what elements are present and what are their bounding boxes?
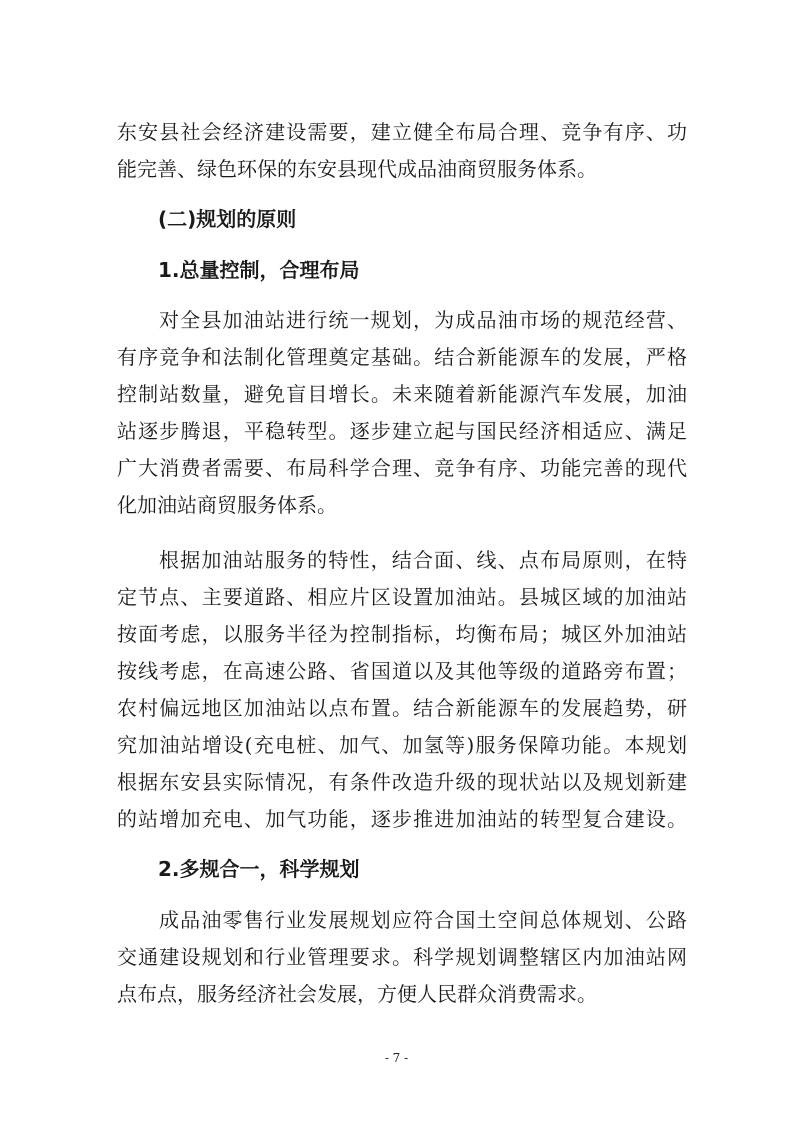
intro-line: 东安县社会经济建设需要，建立健全布局合理、竞争有序、功 [117, 120, 687, 144]
intro-line: 能完善、绿色环保的东安县现代成品油商贸服务体系。 [117, 157, 597, 181]
paragraph-line: 定节点、主要道路、相应片区设置加油站。县城区域的加油站 [117, 585, 687, 609]
paragraph-line: 对全县加油站进行统一规划，为成品油市场的规范经营、 [159, 308, 687, 332]
page-number: - 7 - [384, 1051, 409, 1065]
paragraph-line: 有序竞争和法制化管理奠定基础。结合新能源车的发展，严格 [117, 345, 687, 369]
subsection-2-heading: 2.多规合一，科学规划 [158, 857, 360, 881]
paragraph-line: 的站增加充电、加气功能，逐步推进加油站的转型复合建设。 [117, 807, 687, 831]
paragraph-line: 按线考虑，在高速公路、省国道以及其他等级的道路旁布置； [117, 659, 687, 683]
section-heading: (二)规划的原则 [158, 207, 297, 231]
paragraph-line: 广大消费者需要、布局科学合理、竞争有序、功能完善的现代 [117, 456, 687, 480]
paragraph-line: 究加油站增设(充电桩、加气、加氢等)服务保障功能。本规划 [117, 733, 687, 757]
paragraph-line: 交通建设规划和行业管理要求。科学规划调整辖区内加油站网 [117, 945, 687, 969]
paragraph-line: 根据加油站服务的特性，结合面、线、点布局原则，在特 [159, 548, 687, 572]
paragraph-line: 点布点，服务经济社会发展，方便人民群众消费需求。 [117, 982, 597, 1006]
paragraph-line: 控制站数量，避免盲目增长。未来随着新能源汽车发展，加油 [117, 382, 687, 406]
paragraph-line: 站逐步腾退，平稳转型。逐步建立起与国民经济相适应、满足 [117, 419, 687, 443]
paragraph-line: 按面考虑，以服务半径为控制指标，均衡布局；城区外加油站 [117, 622, 687, 646]
paragraph-line: 根据东安县实际情况，有条件改造升级的现状站以及规划新建 [117, 770, 687, 794]
paragraph-line: 成品油零售行业发展规划应符合国土空间总体规划、公路 [159, 908, 687, 932]
subsection-1-heading: 1.总量控制，合理布局 [158, 258, 360, 282]
paragraph-line: 农村偏远地区加油站以点布置。结合新能源车的发展趋势，研 [117, 696, 687, 720]
paragraph-line: 化加油站商贸服务体系。 [117, 493, 337, 517]
